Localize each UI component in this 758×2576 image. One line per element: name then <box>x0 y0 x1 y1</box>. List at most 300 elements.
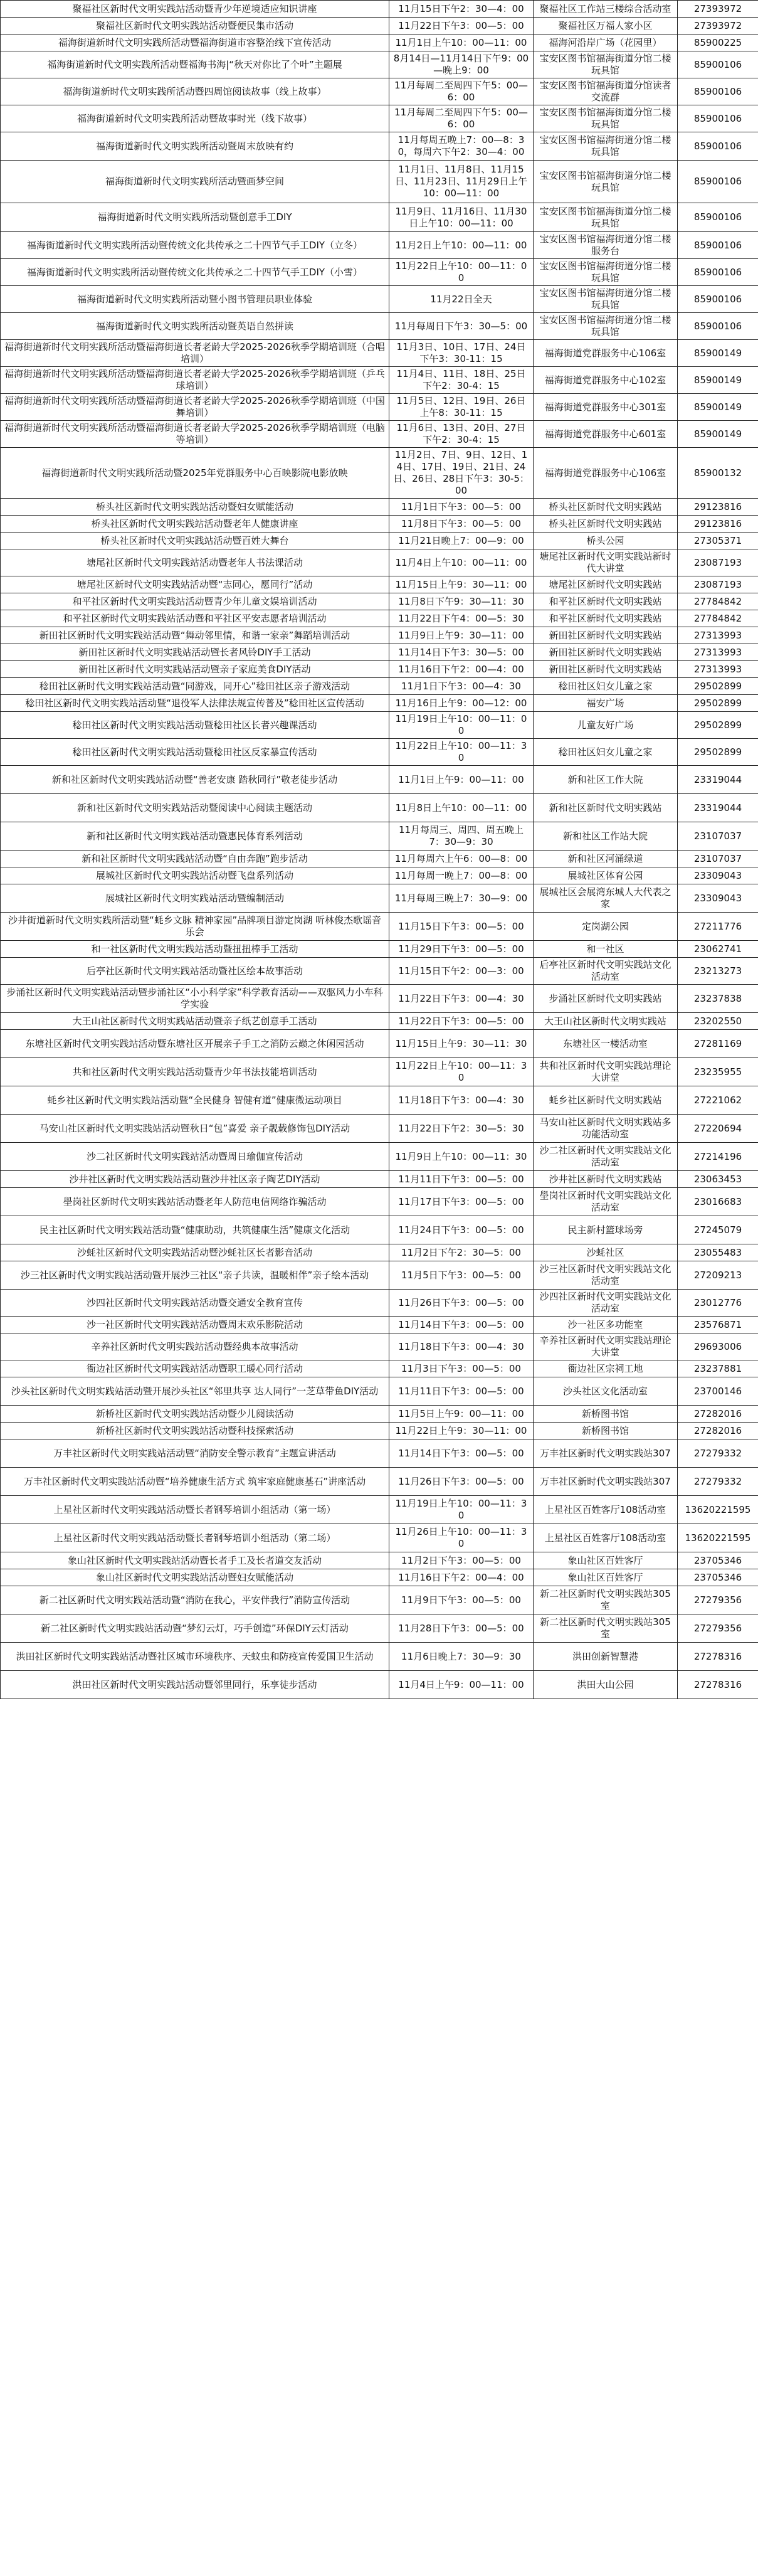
activity-time-cell: 11月每周日下午3：30—5：00 <box>389 313 534 340</box>
activity-name-cell: 福海街道新时代文明实践所活动暨2025年党群服务中心百映影院电影放映 <box>1 448 389 499</box>
activity-name-cell: 福海街道新时代文明实践所活动暨福海街道市容整治线下宣传活动 <box>1 34 389 51</box>
contact-phone-cell: 85900106 <box>678 78 758 105</box>
activity-place-cell: 宝安区图书馆福海街道分馆读者交流群 <box>534 78 678 105</box>
contact-phone-cell: 29123816 <box>678 516 758 533</box>
activity-time-cell: 11月22日下午4：00—5：30 <box>389 610 534 627</box>
activity-time-cell: 11月21日晚上7：00—9：00 <box>389 533 534 549</box>
activity-place-cell: 沙头社区文化活动室 <box>534 1377 678 1406</box>
table-row <box>1 132 758 161</box>
table-row <box>1 394 758 421</box>
table-row <box>1 286 758 313</box>
activity-place-cell: 辛养社区新时代文明实践站理论大讲堂 <box>534 1333 678 1360</box>
activity-name-cell: 新和社区新时代文明实践站活动暨“自由奔跑”跑步活动 <box>1 851 389 867</box>
activity-time-cell: 11月5日、12日、19日、26日上午8：30-11：15 <box>389 394 534 421</box>
activity-name-cell: 福海街道新时代文明实践所活动暨故事时光（线下故事） <box>1 105 389 132</box>
table-row <box>1 766 758 794</box>
activity-place-cell: 东塘社区一楼活动室 <box>534 1030 678 1058</box>
activity-name-cell: 沙蚝社区新时代文明实践站活动暨沙蚝社区长者影音活动 <box>1 1244 389 1261</box>
activity-time-cell: 11月每周二至周四下午5：00—6：00 <box>389 78 534 105</box>
activity-name-cell: 福海街道新时代文明实践所活动暨英语自然拼读 <box>1 313 389 340</box>
contact-phone-cell: 23012776 <box>678 1290 758 1317</box>
activity-name-cell: 洪田社区新时代文明实践站活动暨社区城市环境秩序、天蚊虫和防疫宣传爱国卫生活动 <box>1 1643 389 1671</box>
table-row <box>1 941 758 958</box>
table-row <box>1 1188 758 1216</box>
activity-place-cell: 和一社区 <box>534 941 678 958</box>
activity-time-cell: 11月2日下午2：30—5：00 <box>389 1244 534 1261</box>
activity-name-cell: 万丰社区新时代文明实践站活动暨“消防安全警示教育”主题宣讲活动 <box>1 1439 389 1468</box>
activity-place-cell: 壆岗社区新时代文明实践站文化活动室 <box>534 1188 678 1216</box>
contact-phone-cell: 23087193 <box>678 576 758 593</box>
activity-name-cell: 沙二社区新时代文明实践站活动暨周日瑜伽宣传活动 <box>1 1143 389 1171</box>
activity-name-cell: 沙井社区新时代文明实践站活动暨沙井社区亲子陶艺DIY活动 <box>1 1171 389 1188</box>
activity-time-cell: 11月15日上午9：30—11：00 <box>389 576 534 593</box>
contact-phone-cell: 23319044 <box>678 794 758 822</box>
activity-place-cell: 新田社区新时代文明实践站 <box>534 627 678 644</box>
contact-phone-cell: 23319044 <box>678 766 758 794</box>
contact-phone-cell: 29502899 <box>678 678 758 695</box>
contact-phone-cell: 27784842 <box>678 610 758 627</box>
contact-phone-cell: 27313993 <box>678 627 758 644</box>
activity-name-cell: 沙一社区新时代文明实践站活动暨周末欢乐影院活动 <box>1 1317 389 1333</box>
table-row <box>1 610 758 627</box>
table-row <box>1 1290 758 1317</box>
activity-place-cell: 沙二社区新时代文明实践站文化活动室 <box>534 1143 678 1171</box>
activity-time-cell: 11月16日上午9：00—12：00 <box>389 695 534 712</box>
activity-name-cell: 共和社区新时代文明实践站活动暨青少年书法技能培训活动 <box>1 1058 389 1086</box>
contact-phone-cell: 85900132 <box>678 448 758 499</box>
table-row <box>1 1614 758 1643</box>
contact-phone-cell: 23202550 <box>678 1013 758 1030</box>
contact-phone-cell: 27279356 <box>678 1614 758 1643</box>
activity-place-cell: 后亭社区新时代文明实践站文化活动室 <box>534 958 678 985</box>
contact-phone-cell: 23309043 <box>678 884 758 913</box>
contact-phone-cell: 23705346 <box>678 1569 758 1586</box>
activity-name-cell: 蚝乡社区新时代文明实践站活动暨“全民健身 智健有道”健康微运动项目 <box>1 1086 389 1115</box>
contact-phone-cell: 27313993 <box>678 661 758 678</box>
table-row <box>1 232 758 259</box>
activity-place-cell: 新和社区河涌绿道 <box>534 851 678 867</box>
table-row <box>1 884 758 913</box>
table-row <box>1 259 758 286</box>
activity-name-cell: 新二社区新时代文明实践站活动暨“消防在我心，平安伴我行”消防宣传活动 <box>1 1586 389 1614</box>
activity-time-cell: 11月5日上午9：00—11：00 <box>389 1406 534 1423</box>
contact-phone-cell: 27245079 <box>678 1216 758 1244</box>
activity-name-cell: 衙边社区新时代文明实践站活动暨职工暖心同行活动 <box>1 1360 389 1377</box>
activity-name-cell: 福海街道新时代文明实践所活动暨画梦空间 <box>1 161 389 203</box>
activity-name-cell: 福海街道新时代文明实践所活动暨周末放映有约 <box>1 132 389 161</box>
activity-time-cell: 11月11日下午3：00—5：00 <box>389 1171 534 1188</box>
activity-place-cell: 新二社区新时代文明实践站305室 <box>534 1614 678 1643</box>
activity-place-cell: 宝安区图书馆福海街道分馆二楼玩具馆 <box>534 161 678 203</box>
activity-time-cell: 11月17日下午3：00—5：00 <box>389 1188 534 1216</box>
table-row <box>1 958 758 985</box>
activity-place-cell: 沙蚝社区 <box>534 1244 678 1261</box>
activity-time-cell: 11月16日下午2：00—4：00 <box>389 661 534 678</box>
activity-place-cell: 宝安区图书馆福海街道分馆二楼玩具馆 <box>534 203 678 232</box>
activity-name-cell: 新和社区新时代文明实践站活动暨阅读中心阅读主题活动 <box>1 794 389 822</box>
contact-phone-cell: 27282016 <box>678 1406 758 1423</box>
table-row <box>1 448 758 499</box>
contact-phone-cell: 29693006 <box>678 1333 758 1360</box>
contact-phone-cell: 27305371 <box>678 533 758 549</box>
table-row <box>1 1569 758 1586</box>
activity-name-cell: 桥头社区新时代文明实践站活动暨妇女赋能活动 <box>1 499 389 516</box>
contact-phone-cell: 85900106 <box>678 132 758 161</box>
contact-phone-cell: 23309043 <box>678 867 758 884</box>
activity-time-cell: 11月15日上午9：30—11：30 <box>389 1030 534 1058</box>
activity-time-cell: 11月22日下午2：30—5：30 <box>389 1115 534 1143</box>
contact-phone-cell: 27221062 <box>678 1086 758 1115</box>
table-row <box>1 644 758 661</box>
table-row <box>1 739 758 766</box>
activity-time-cell: 11月每周六上午6：00—8：00 <box>389 851 534 867</box>
activity-place-cell: 新二社区新时代文明实践站305室 <box>534 1586 678 1614</box>
activity-name-cell: 壆岗社区新时代文明实践站活动暨老年人防范电信网络诈骗活动 <box>1 1188 389 1216</box>
activity-time-cell: 11月1日、11月8日、11月15日、11月23日、11月29日上午10：00—11：00 <box>389 161 534 203</box>
activity-time-cell: 11月2日、7日、9日、12日、14日、17日、19日、21日、24日、26日、28日下午3：30-5：00 <box>389 448 534 499</box>
activity-name-cell: 新和社区新时代文明实践站活动暨“善老安康 踏秋同行”敬老徒步活动 <box>1 766 389 794</box>
activity-name-cell: 福海街道新时代文明实践所活动暨传统文化共传承之二十四节气手工DIY（立冬） <box>1 232 389 259</box>
activity-name-cell: 稔田社区新时代文明实践站活动暨“退役军人法律法规宣传普及”稔田社区宣传活动 <box>1 695 389 712</box>
contact-phone-cell: 27313993 <box>678 644 758 661</box>
activity-place-cell: 沙一社区多功能室 <box>534 1317 678 1333</box>
table-row <box>1 712 758 739</box>
activity-place-cell: 福海街道党群服务中心301室 <box>534 394 678 421</box>
activity-name-cell: 稔田社区新时代文明实践站活动暨稔田社区反家暴宣传活动 <box>1 739 389 766</box>
contact-phone-cell: 29502899 <box>678 695 758 712</box>
contact-phone-cell: 85900149 <box>678 367 758 394</box>
contact-phone-cell: 23063453 <box>678 1171 758 1188</box>
activity-place-cell: 宝安区图书馆福海街道分馆二楼玩具馆 <box>534 313 678 340</box>
contact-phone-cell: 85900149 <box>678 394 758 421</box>
table-row <box>1 1244 758 1261</box>
activity-time-cell: 11月22日下午3：00—5：00 <box>389 18 534 34</box>
activity-name-cell: 稔田社区新时代文明实践站活动暨“同游戏，同开心”稔田社区亲子游戏活动 <box>1 678 389 695</box>
contact-phone-cell: 29123816 <box>678 499 758 516</box>
activity-name-cell: 和平社区新时代文明实践站活动暨青少年儿童文娱培训活动 <box>1 593 389 610</box>
activity-time-cell: 11月3日下午3：00—5：00 <box>389 1360 534 1377</box>
contact-phone-cell: 27281169 <box>678 1030 758 1058</box>
activity-name-cell: 塘尾社区新时代文明实践站活动暨“志同心，愿同行”活动 <box>1 576 389 593</box>
activity-name-cell: 新桥社区新时代文明实践站活动暨科技探索活动 <box>1 1423 389 1439</box>
activity-time-cell: 11月1日下午3：00—5：00 <box>389 499 534 516</box>
table-row <box>1 1586 758 1614</box>
table-row <box>1 985 758 1013</box>
table-row <box>1 340 758 367</box>
contact-phone-cell: 85900106 <box>678 203 758 232</box>
contact-phone-cell: 85900149 <box>678 421 758 448</box>
activity-time-cell: 11月每周三、周四、周五晚上7：30—9：30 <box>389 822 534 851</box>
activity-time-cell: 11月22日上午10：00—11：30 <box>389 1058 534 1086</box>
activity-name-cell: 洪田社区新时代文明实践站活动暨邻里同行，乐享徒步活动 <box>1 1671 389 1699</box>
activity-place-cell: 民主新村篮球场旁 <box>534 1216 678 1244</box>
contact-phone-cell: 27393972 <box>678 1 758 18</box>
table-row <box>1 516 758 533</box>
table-row <box>1 1333 758 1360</box>
activity-name-cell: 聚福社区新时代文明实践站活动暨便民集市活动 <box>1 18 389 34</box>
activity-time-cell: 11月16日下午2：00—4：00 <box>389 1569 534 1586</box>
activity-place-cell: 塘尾社区新时代文明实践站 <box>534 576 678 593</box>
contact-phone-cell: 23016683 <box>678 1188 758 1216</box>
activity-name-cell: 展城社区新时代文明实践站活动暨编制活动 <box>1 884 389 913</box>
table-row <box>1 1360 758 1377</box>
table-row <box>1 1171 758 1188</box>
activity-time-cell: 11月22日下午3：00—5：00 <box>389 1013 534 1030</box>
table-row <box>1 678 758 695</box>
contact-phone-cell: 27784842 <box>678 593 758 610</box>
activity-time-cell: 11月3日、10日、17日、24日下午3：30-11：15 <box>389 340 534 367</box>
contact-phone-cell: 85900106 <box>678 232 758 259</box>
activity-name-cell: 新田社区新时代文明实践站活动暨长者风铃DIY手工活动 <box>1 644 389 661</box>
activity-time-cell: 11月26日下午3：00—5：00 <box>389 1468 534 1496</box>
activity-place-cell: 大王山社区新时代文明实践站 <box>534 1013 678 1030</box>
activity-place-cell: 桥头公园 <box>534 533 678 549</box>
contact-phone-cell: 23700146 <box>678 1377 758 1406</box>
contact-phone-cell: 85900225 <box>678 34 758 51</box>
table-row <box>1 1377 758 1406</box>
activity-place-cell: 洪田大山公园 <box>534 1671 678 1699</box>
activity-name-cell: 聚福社区新时代文明实践站活动暨青少年逆境适应知识讲座 <box>1 1 389 18</box>
table-row <box>1 1261 758 1290</box>
activity-place-cell: 新和社区新时代文明实践站 <box>534 794 678 822</box>
table-row <box>1 1439 758 1468</box>
activity-place-cell: 沙四社区新时代文明实践站文化活动室 <box>534 1290 678 1317</box>
activity-time-cell: 11月26日上午10：00—11：30 <box>389 1524 534 1552</box>
activity-time-cell: 11月22日下午3：00—4：30 <box>389 985 534 1013</box>
activity-time-cell: 11月1日上午9：00—11：00 <box>389 766 534 794</box>
activity-time-cell: 11月6日、13日、20日、27日下午2：30-4：15 <box>389 421 534 448</box>
activity-time-cell: 11月15日下午2：00—3：00 <box>389 958 534 985</box>
activity-time-cell: 11月9日上午10：00—11：30 <box>389 1143 534 1171</box>
table-row <box>1 1115 758 1143</box>
table-row <box>1 1643 758 1671</box>
activity-name-cell: 福海街道新时代文明实践所活动暨创意手工DIY <box>1 203 389 232</box>
activity-place-cell: 和平社区新时代文明实践站 <box>534 610 678 627</box>
activity-place-cell: 宝安区图书馆福海街道分馆二楼玩具馆 <box>534 259 678 286</box>
activity-place-cell: 新桥图书馆 <box>534 1423 678 1439</box>
activity-name-cell: 福海街道新时代文明实践所活动暨福海书海|“秋天对你比了个叶”主题展 <box>1 51 389 78</box>
activity-place-cell: 福海街道党群服务中心601室 <box>534 421 678 448</box>
activity-place-cell: 桥头社区新时代文明实践站 <box>534 516 678 533</box>
activity-place-cell: 沙三社区新时代文明实践站文化活动室 <box>534 1261 678 1290</box>
activity-time-cell: 11月14日下午3：30—5：00 <box>389 644 534 661</box>
activity-place-cell: 共和社区新时代文明实践站理论大讲堂 <box>534 1058 678 1086</box>
activity-time-cell: 11月24日下午3：00—5：00 <box>389 1216 534 1244</box>
table-row <box>1 499 758 516</box>
activity-place-cell: 塘尾社区新时代文明实践站新时代大讲堂 <box>534 549 678 576</box>
activity-name-cell: 新二社区新时代文明实践站活动暨“梦幻云灯，巧手创造”环保DIY云灯活动 <box>1 1614 389 1643</box>
activity-name-cell: 辛养社区新时代文明实践站活动暨经典本故事活动 <box>1 1333 389 1360</box>
activity-place-cell: 宝安区图书馆福海街道分馆二楼玩具馆 <box>534 286 678 313</box>
table-row <box>1 822 758 851</box>
activity-time-cell: 11月每周五晚上7：00—8：30，每周六下午2：30—4：00 <box>389 132 534 161</box>
activity-place-cell: 展城社区会展湾东城人大代表之家 <box>534 884 678 913</box>
table-row <box>1 161 758 203</box>
activity-time-cell: 11月22日全天 <box>389 286 534 313</box>
table-row <box>1 1496 758 1524</box>
contact-phone-cell: 27211776 <box>678 913 758 941</box>
table-row <box>1 313 758 340</box>
contact-phone-cell: 85900106 <box>678 286 758 313</box>
activity-time-cell: 11月22日上午9：30—11：00 <box>389 1423 534 1439</box>
activity-time-cell: 11月9日、11月16日、11月30日上午10：00—11：00 <box>389 203 534 232</box>
contact-phone-cell: 27393972 <box>678 18 758 34</box>
activity-name-cell: 福海街道新时代文明实践所活动暨四周馆阅读故事（线上故事） <box>1 78 389 105</box>
contact-phone-cell: 23237881 <box>678 1360 758 1377</box>
contact-phone-cell: 27214196 <box>678 1143 758 1171</box>
table-row <box>1 1406 758 1423</box>
activity-name-cell: 展城社区新时代文明实践站活动暨飞盘系列活动 <box>1 867 389 884</box>
contact-phone-cell: 23213273 <box>678 958 758 985</box>
table-row <box>1 1013 758 1030</box>
activity-time-cell: 11月14日下午3：00—5：00 <box>389 1439 534 1468</box>
contact-phone-cell: 85900106 <box>678 161 758 203</box>
activity-place-cell: 儿童友好广场 <box>534 712 678 739</box>
activity-time-cell: 11月2日上午10：00—11：00 <box>389 232 534 259</box>
activity-place-cell: 新田社区新时代文明实践站 <box>534 644 678 661</box>
contact-phone-cell: 13620221595 <box>678 1496 758 1524</box>
activity-place-cell: 新和社区工作站大院 <box>534 822 678 851</box>
contact-phone-cell: 13620221595 <box>678 1524 758 1552</box>
table-row <box>1 1524 758 1552</box>
activity-place-cell: 洪田创新智慧港 <box>534 1643 678 1671</box>
table-row <box>1 1030 758 1058</box>
table-row <box>1 367 758 394</box>
activity-place-cell: 沙井社区新时代文明实践站 <box>534 1171 678 1188</box>
activity-place-cell: 新和社区工作大院 <box>534 766 678 794</box>
activity-place-cell: 稔田社区妇女儿童之家 <box>534 739 678 766</box>
activity-place-cell: 福海街道党群服务中心106室 <box>534 340 678 367</box>
activity-time-cell: 11月4日上午9：00—11：00 <box>389 1671 534 1699</box>
activity-time-cell: 11月22日上午10：00—11：30 <box>389 739 534 766</box>
table-row <box>1 1552 758 1569</box>
contact-phone-cell: 27220694 <box>678 1115 758 1143</box>
activity-time-cell: 11月8日下午3：00—5：00 <box>389 516 534 533</box>
contact-phone-cell: 85900106 <box>678 259 758 286</box>
contact-phone-cell: 27279356 <box>678 1586 758 1614</box>
activity-name-cell: 和平社区新时代文明实践站活动暨和平社区平安志愿者培训活动 <box>1 610 389 627</box>
activity-place-cell: 新桥图书馆 <box>534 1406 678 1423</box>
activity-place-cell: 桥头社区新时代文明实践站 <box>534 499 678 516</box>
activity-name-cell: 沙头社区新时代文明实践站活动暨开展沙头社区“邻里共享 达人同行”一芝草带鱼DIY活动 <box>1 1377 389 1406</box>
activity-place-cell: 和平社区新时代文明实践站 <box>534 593 678 610</box>
activity-name-cell: 万丰社区新时代文明实践站活动暨“培养健康生活方式 筑牢家庭健康基石”讲座活动 <box>1 1468 389 1496</box>
activity-time-cell: 11月9日下午3：00—5：00 <box>389 1586 534 1614</box>
activity-time-cell: 11月19日上午10：00—11：30 <box>389 1496 534 1524</box>
table-row <box>1 34 758 51</box>
contact-phone-cell: 29502899 <box>678 739 758 766</box>
contact-phone-cell: 85900106 <box>678 313 758 340</box>
activity-time-cell: 11月26日下午3：00—5：00 <box>389 1290 534 1317</box>
table-row <box>1 51 758 78</box>
activity-time-cell: 11月29日下午3：00—5：00 <box>389 941 534 958</box>
activity-name-cell: 福海街道新时代文明实践所活动暨福海街道长者老龄大学2025-2026秋季学期培训班（电脑等培训） <box>1 421 389 448</box>
table-row <box>1 533 758 549</box>
activity-place-cell: 宝安区图书馆福海街道分馆二楼玩具馆 <box>534 105 678 132</box>
activity-name-cell: 塘尾社区新时代文明实践站活动暨老年人书法课活动 <box>1 549 389 576</box>
contact-phone-cell: 23576871 <box>678 1317 758 1333</box>
table-row <box>1 1468 758 1496</box>
activity-name-cell: 象山社区新时代文明实践站活动暨妇女赋能活动 <box>1 1569 389 1586</box>
contact-phone-cell: 85900149 <box>678 340 758 367</box>
activity-name-cell: 马安山社区新时代文明实践站活动暨秋日“包”喜爱 亲子靓载修饰包DIY活动 <box>1 1115 389 1143</box>
activity-time-cell: 11月15日下午2：30—4：00 <box>389 1 534 18</box>
table-row <box>1 1216 758 1244</box>
activity-place-cell: 定岗湖公园 <box>534 913 678 941</box>
activity-name-cell: 稔田社区新时代文明实践站活动暨稔田社区长者兴趣课活动 <box>1 712 389 739</box>
activity-place-cell: 新田社区新时代文明实践站 <box>534 661 678 678</box>
table-row <box>1 549 758 576</box>
activity-time-cell: 11月6日晚上7：30—9：30 <box>389 1643 534 1671</box>
contact-phone-cell: 23107037 <box>678 851 758 867</box>
contact-phone-cell: 27278316 <box>678 1643 758 1671</box>
table-row <box>1 913 758 941</box>
activity-place-cell: 福海街道党群服务中心106室 <box>534 448 678 499</box>
activity-time-cell: 11月5日下午3：00—5：00 <box>389 1261 534 1290</box>
activity-time-cell: 11月8日上午10：00—11：00 <box>389 794 534 822</box>
activity-time-cell: 11月每周一晚上7：00—8：00 <box>389 867 534 884</box>
activity-name-cell: 福海街道新时代文明实践所活动暨福海街道长者老龄大学2025-2026秋季学期培训班（合唱培训） <box>1 340 389 367</box>
activity-time-cell: 11月9日上午9：30—11：00 <box>389 627 534 644</box>
activity-name-cell: 福海街道新时代文明实践所活动暨福海街道长者老龄大学2025-2026秋季学期培训班（中国舞培训） <box>1 394 389 421</box>
activity-name-cell: 沙井街道新时代文明实践所活动暨“蚝乡文脉 精神家园”品牌项目游定岗湖 听林俊杰歌谣音乐会 <box>1 913 389 941</box>
table-row <box>1 593 758 610</box>
contact-phone-cell: 27278316 <box>678 1671 758 1699</box>
activity-name-cell: 新和社区新时代文明实践站活动暨惠民体育系列活动 <box>1 822 389 851</box>
table-row <box>1 18 758 34</box>
contact-phone-cell: 23087193 <box>678 549 758 576</box>
table-row <box>1 105 758 132</box>
table-row <box>1 576 758 593</box>
contact-phone-cell: 23705346 <box>678 1552 758 1569</box>
activity-time-cell: 11月28日下午3：00—5：00 <box>389 1614 534 1643</box>
table-row <box>1 661 758 678</box>
activity-place-cell: 步涌社区新时代文明实践站 <box>534 985 678 1013</box>
table-row <box>1 421 758 448</box>
activity-place-cell: 万丰社区新时代文明实践站307 <box>534 1468 678 1496</box>
activity-time-cell: 8月14日—11月14日下午9：00—晚上9：00 <box>389 51 534 78</box>
table-row <box>1 867 758 884</box>
table-row <box>1 1143 758 1171</box>
activity-place-cell: 聚福社区工作站三楼综合活动室 <box>534 1 678 18</box>
activity-place-cell: 宝安区图书馆福海街道分馆二楼玩具馆 <box>534 132 678 161</box>
table-row <box>1 203 758 232</box>
table-row <box>1 78 758 105</box>
activity-time-cell: 11月4日、11日、18日、25日下午2：30-4：15 <box>389 367 534 394</box>
table-row <box>1 1317 758 1333</box>
activity-place-cell: 聚福社区万福人家小区 <box>534 18 678 34</box>
activity-place-cell: 上星社区百姓客厅108活动室 <box>534 1496 678 1524</box>
activity-place-cell: 福安广场 <box>534 695 678 712</box>
activity-name-cell: 福海街道新时代文明实践所活动暨传统文化共传承之二十四节气手工DIY（小雪） <box>1 259 389 286</box>
activity-time-cell: 11月4日上午10：00—11：00 <box>389 549 534 576</box>
table-row <box>1 1 758 18</box>
contact-phone-cell: 23107037 <box>678 822 758 851</box>
contact-phone-cell: 27279332 <box>678 1439 758 1468</box>
activity-time-cell: 11月18日下午3：00—4：30 <box>389 1333 534 1360</box>
activity-name-cell: 东塘社区新时代文明实践站活动暨东塘社区开展亲子手工之消防云巅之休闲园活动 <box>1 1030 389 1058</box>
activity-place-cell: 稔田社区妇女儿童之家 <box>534 678 678 695</box>
activity-time-cell: 11月1日下午3：00—4：30 <box>389 678 534 695</box>
activity-name-cell: 和一社区新时代文明实践站活动暨扭扭棒手工活动 <box>1 941 389 958</box>
activity-time-cell: 11月8日下午9：30—11：30 <box>389 593 534 610</box>
activity-time-cell: 11月2日下午3：00—5：00 <box>389 1552 534 1569</box>
table-body <box>1 1 758 1699</box>
table-row <box>1 1086 758 1115</box>
activity-name-cell: 福海街道新时代文明实践所活动暨小图书管理员职业体验 <box>1 286 389 313</box>
activity-name-cell: 象山社区新时代文明实践站活动暨长者手工及长者道交友活动 <box>1 1552 389 1569</box>
contact-phone-cell: 85900106 <box>678 51 758 78</box>
